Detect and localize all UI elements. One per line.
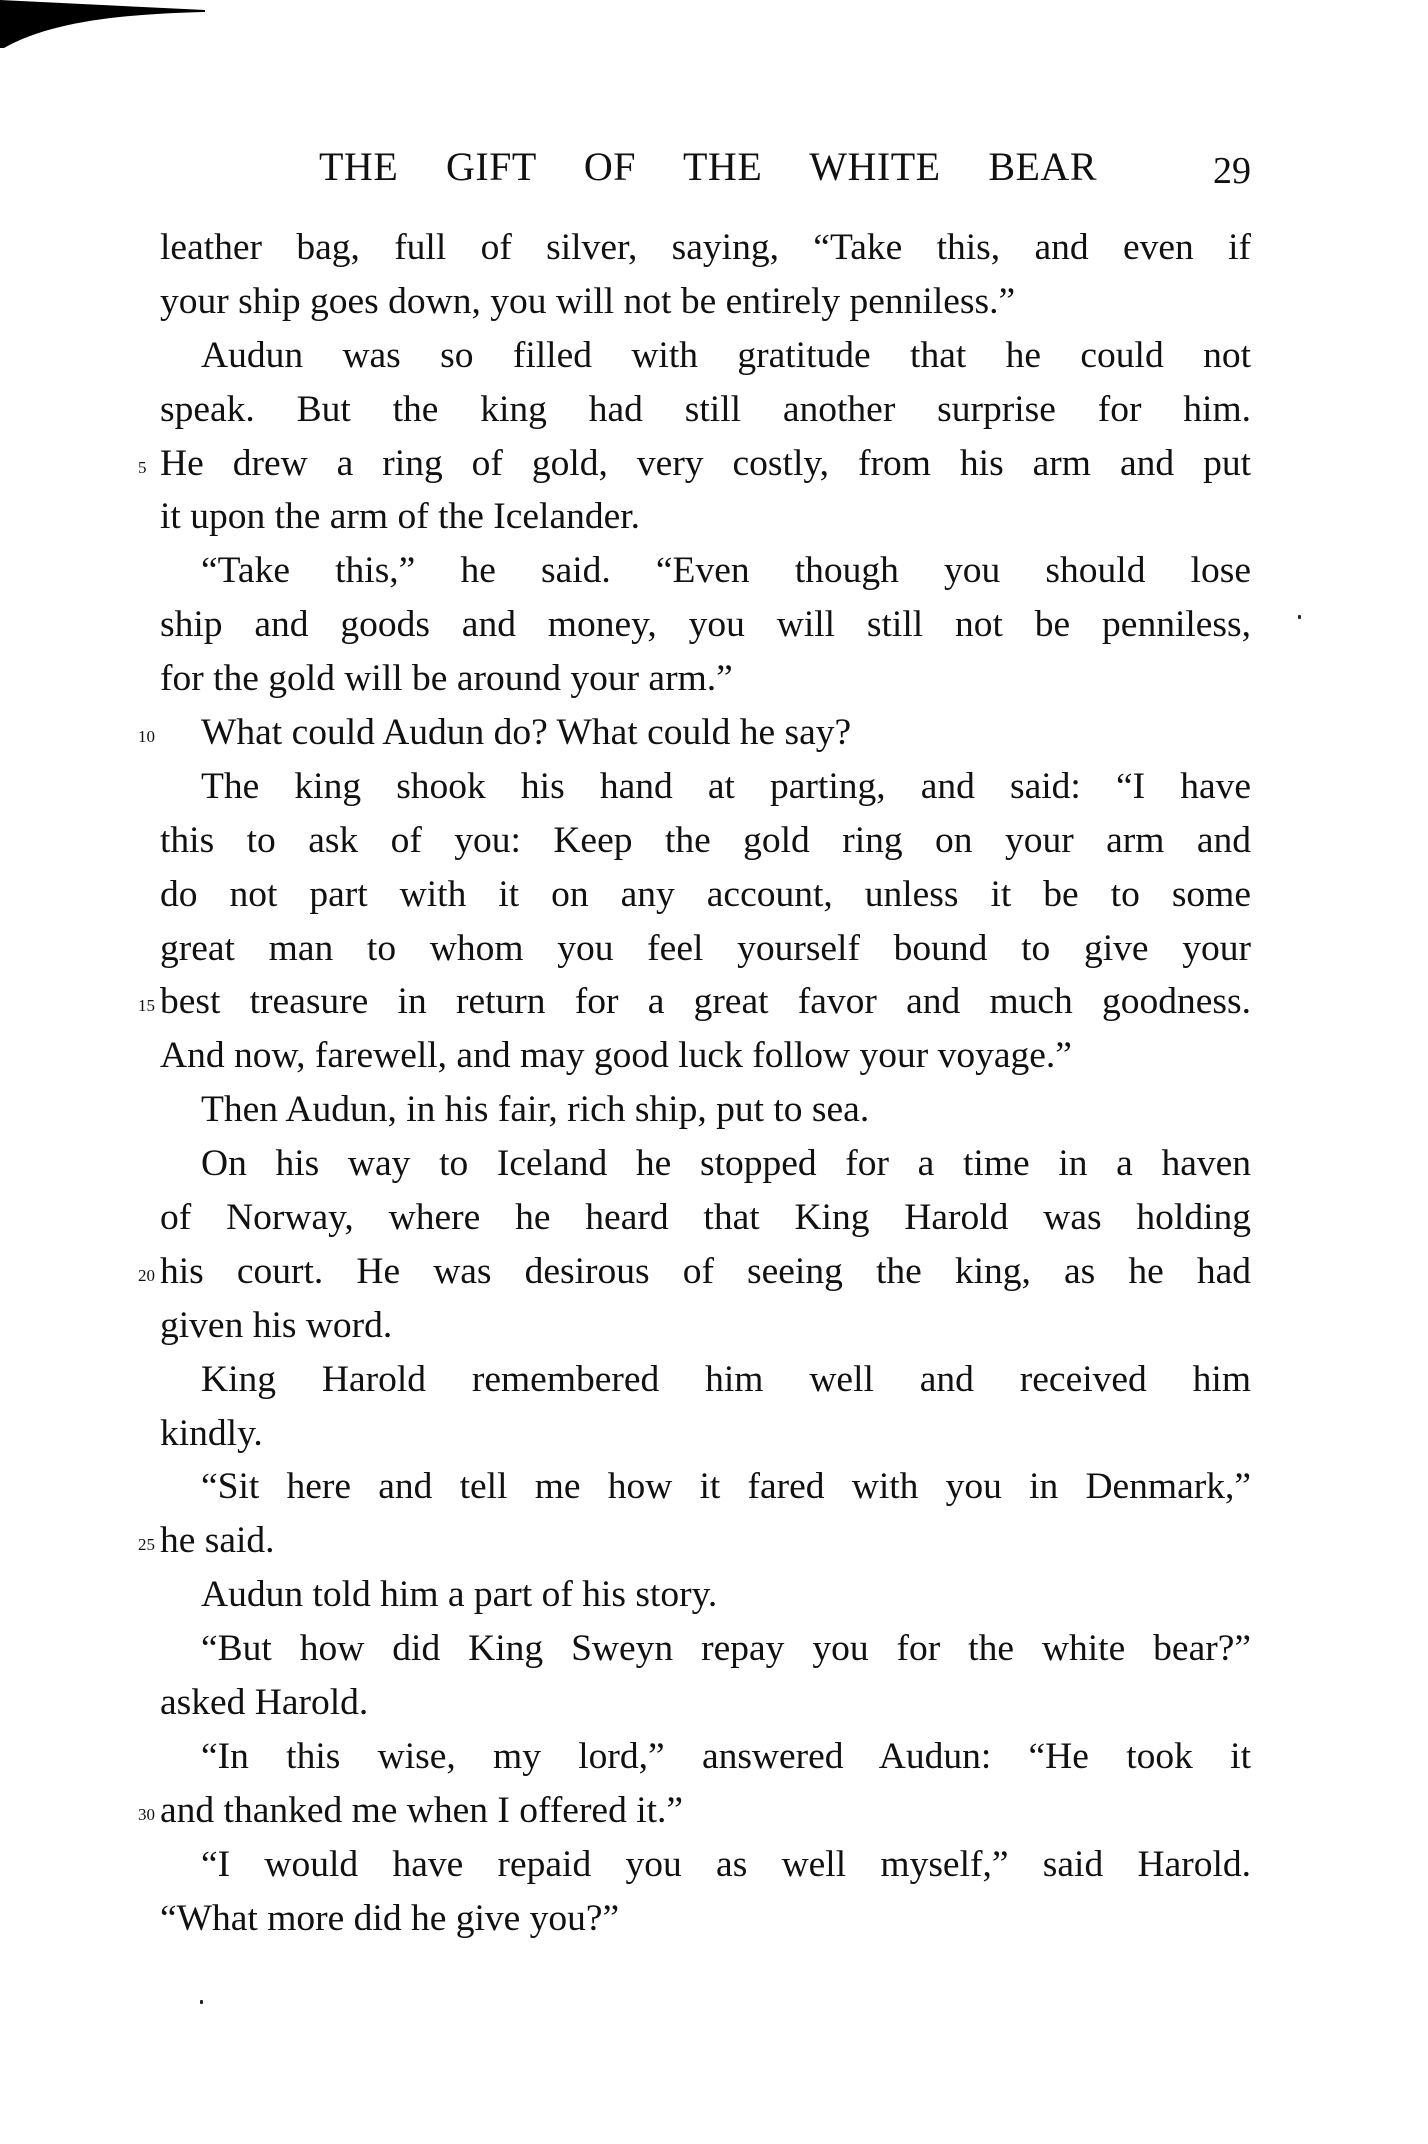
text-line [138,1784,1251,1838]
text-line [160,652,1251,706]
text-line [160,1730,1251,1784]
text-line [160,1460,1251,1514]
line-text: Then Audun, in his fair, rich ship, put to sea. [201,1089,870,1131]
text-line [160,221,1251,275]
line-text: asked Harold. [160,1682,369,1724]
line-text: given his word. [160,1304,393,1346]
text-line [160,814,1251,868]
line-number: 30 [138,1804,155,1824]
line-text: And now, farewell, and may good luck follow your voyage.” [160,1035,1072,1077]
page-body-text [138,221,1251,1946]
line-number: 20 [138,1265,155,1285]
line-text: On his way to Iceland he stopped for a time in a haven [201,1143,1251,1185]
text-line [160,329,1251,383]
text-line [160,544,1251,598]
line-text: best treasure in return for a great favor and much goodness. [160,981,1251,1023]
text-line [160,868,1251,922]
line-text: King Harold remembered him well and received him [201,1358,1251,1400]
text-line [160,1299,1251,1353]
line-number: 15 [138,996,155,1016]
text-line [160,1191,1251,1245]
line-text: “But how did King Sweyn repay you for the white bear?” [201,1628,1251,1670]
line-text: do not part with it on any account, unless it be to some [160,873,1251,915]
text-line [160,1892,1251,1946]
line-number: 25 [138,1535,155,1555]
text-line [160,1407,1251,1461]
text-line [138,1245,1251,1299]
text-line [160,490,1251,544]
running-title: THE GIFT OF THE WHITE BEAR [319,144,1097,189]
text-line [160,383,1251,437]
line-text: Audun was so filled with gratitude that he could not [201,334,1251,376]
text-line [160,1083,1251,1137]
line-text: He drew a ring of gold, very costly, from his arm and put [160,442,1251,484]
line-text: “In this wise, my lord,” answered Audun: “He took it [201,1735,1251,1777]
text-line [160,275,1251,329]
line-text: speak. But the king had still another surprise for him. [160,388,1251,430]
text-line [138,975,1251,1029]
line-text: leather bag, full of silver, saying, “Take this, and even if [160,227,1251,268]
text-line [160,760,1251,814]
line-number: 10 [138,727,155,747]
line-text: it upon the arm of the Icelander. [160,496,641,538]
line-text: “Sit here and tell me how it fared with you in Denmark,” [201,1466,1251,1508]
line-text: kindly. [160,1412,263,1454]
line-text: great man to whom you feel yourself bound to give your [160,927,1251,969]
scan-speck [1298,615,1301,619]
text-line [160,1568,1251,1622]
text-line [138,437,1251,491]
scan-corner-mark [0,0,210,50]
line-text: Audun told him a part of his story. [201,1574,718,1616]
text-line [160,1622,1251,1676]
line-text: What could Audun do? What could he say? [201,712,852,754]
line-text: The king shook his hand at parting, and said: “I have [201,765,1251,807]
page-number: 29 [1213,150,1251,192]
line-text: this to ask of you: Keep the gold ring on your arm and [160,819,1251,861]
text-line [160,1353,1251,1407]
line-number: 5 [138,457,147,477]
text-line [138,706,1251,760]
text-line [160,598,1251,652]
text-line [160,1838,1251,1892]
line-text: “I would have repaid you as well myself,” said Harold. [201,1843,1251,1885]
line-text: ship and goods and money, you will still not be penniless, [160,604,1251,646]
text-line [160,1676,1251,1730]
text-line [160,1137,1251,1191]
scan-speck [200,2000,203,2004]
line-text: “Take this,” he said. “Even though you should lose [201,550,1251,592]
line-text: for the gold will be around your arm.” [160,658,733,700]
text-line [160,922,1251,976]
text-line [160,1029,1251,1083]
line-text: of Norway, where he heard that King Harold was holding [160,1197,1251,1239]
line-text: his court. He was desirous of seeing the king, as he had [160,1250,1251,1292]
text-line [138,1514,1251,1568]
line-text: your ship goes down, you will not be entirely penniless.” [160,280,1016,322]
line-text: he said. [160,1520,275,1562]
line-text: and thanked me when I offered it.” [160,1789,684,1831]
running-header [319,140,1251,194]
line-text: “What more did he give you?” [160,1897,620,1939]
